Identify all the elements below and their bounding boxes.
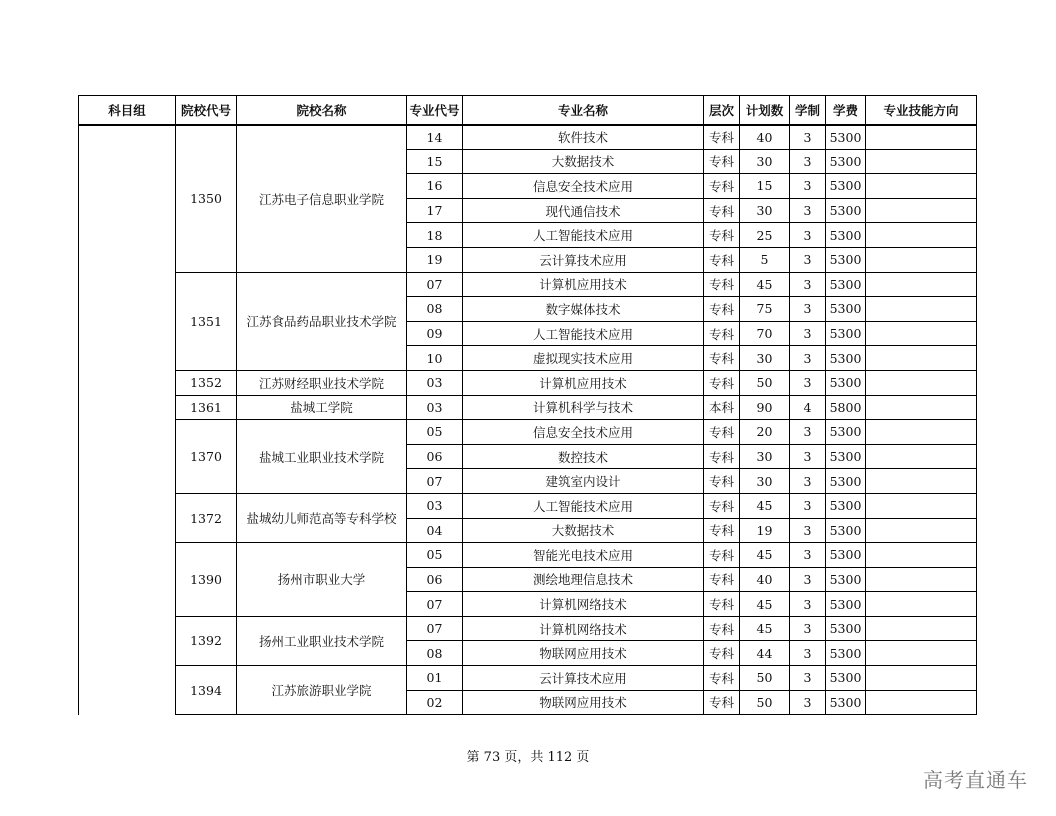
header-major-code: 专业代号 [407, 96, 463, 125]
header-school-code: 院校代号 [176, 96, 237, 125]
major-code-cell: 19 [407, 247, 463, 272]
tuition-cell: 5300 [826, 198, 866, 223]
school-name-cell: 扬州市职业大学 [237, 543, 407, 617]
tuition-cell: 5800 [826, 395, 866, 420]
level-cell: 专科 [704, 567, 740, 592]
tuition-cell: 5300 [826, 247, 866, 272]
level-cell: 专科 [704, 444, 740, 469]
plan-count-cell: 5 [740, 247, 790, 272]
level-cell: 专科 [704, 420, 740, 445]
major-name-cell: 人工智能技术应用 [463, 493, 704, 518]
duration-cell: 3 [790, 690, 826, 715]
table-row [79, 420, 977, 445]
tuition-cell: 5300 [826, 346, 866, 371]
major-name-cell: 物联网应用技术 [463, 641, 704, 666]
plan-count-cell: 30 [740, 149, 790, 174]
table-row [79, 543, 977, 568]
major-name-cell: 信息安全技术应用 [463, 420, 704, 445]
tuition-cell: 5300 [826, 297, 866, 322]
major-name-cell: 人工智能技术应用 [463, 321, 704, 346]
plan-count-cell: 25 [740, 223, 790, 248]
major-name-cell: 计算机网络技术 [463, 592, 704, 617]
skill-direction-cell [866, 444, 977, 469]
plan-count-cell: 40 [740, 125, 790, 150]
major-name-cell: 计算机网络技术 [463, 616, 704, 641]
duration-cell: 3 [790, 125, 826, 150]
skill-direction-cell [866, 420, 977, 445]
header-tuition: 学费 [826, 96, 866, 125]
skill-direction-cell [866, 346, 977, 371]
watermark-logo-text: 高考直通车 [923, 768, 1028, 792]
plan-count-cell: 45 [740, 592, 790, 617]
major-code-cell: 15 [407, 149, 463, 174]
level-cell: 专科 [704, 174, 740, 199]
school-name-cell: 盐城工业职业技术学院 [237, 420, 407, 494]
major-code-cell: 07 [407, 469, 463, 494]
skill-direction-cell [866, 616, 977, 641]
major-code-cell: 06 [407, 567, 463, 592]
plan-count-cell: 45 [740, 272, 790, 297]
tuition-cell: 5300 [826, 149, 866, 174]
major-code-cell: 07 [407, 272, 463, 297]
skill-direction-cell [866, 395, 977, 420]
tuition-cell: 5300 [826, 493, 866, 518]
tuition-cell: 5300 [826, 518, 866, 543]
table-row [79, 125, 977, 150]
major-code-cell: 03 [407, 395, 463, 420]
skill-direction-cell [866, 321, 977, 346]
major-name-cell: 信息安全技术应用 [463, 174, 704, 199]
duration-cell: 3 [790, 493, 826, 518]
major-name-cell: 计算机应用技术 [463, 370, 704, 395]
major-name-cell: 建筑室内设计 [463, 469, 704, 494]
plan-count-cell: 30 [740, 469, 790, 494]
skill-direction-cell [866, 666, 977, 691]
duration-cell: 3 [790, 223, 826, 248]
header-skill-direction: 专业技能方向 [866, 96, 977, 125]
major-code-cell: 07 [407, 592, 463, 617]
plan-count-cell: 50 [740, 690, 790, 715]
skill-direction-cell [866, 592, 977, 617]
major-name-cell: 智能光电技术应用 [463, 543, 704, 568]
level-cell: 专科 [704, 641, 740, 666]
admission-plan-table [78, 95, 977, 715]
table-row [79, 395, 977, 420]
level-cell: 专科 [704, 223, 740, 248]
school-name-cell: 盐城幼儿师范高等专科学校 [237, 493, 407, 542]
level-cell: 专科 [704, 543, 740, 568]
school-name-cell: 江苏财经职业技术学院 [237, 370, 407, 395]
duration-cell: 3 [790, 370, 826, 395]
level-cell: 专科 [704, 272, 740, 297]
major-name-cell: 软件技术 [463, 125, 704, 150]
duration-cell: 3 [790, 518, 826, 543]
header-plan-count: 计划数 [740, 96, 790, 125]
duration-cell: 3 [790, 198, 826, 223]
plan-count-cell: 50 [740, 370, 790, 395]
level-cell: 专科 [704, 616, 740, 641]
school-name-cell: 江苏食品药品职业技术学院 [237, 272, 407, 370]
tuition-cell: 5300 [826, 616, 866, 641]
tuition-cell: 5300 [826, 469, 866, 494]
tuition-cell: 5300 [826, 420, 866, 445]
tuition-cell: 5300 [826, 125, 866, 150]
duration-cell: 3 [790, 247, 826, 272]
header-duration: 学制 [790, 96, 826, 125]
table-row [79, 493, 977, 518]
duration-cell: 3 [790, 420, 826, 445]
major-code-cell: 03 [407, 493, 463, 518]
school-name-cell: 江苏电子信息职业学院 [237, 125, 407, 273]
duration-cell: 3 [790, 616, 826, 641]
table-row [79, 370, 977, 395]
skill-direction-cell [866, 297, 977, 322]
level-cell: 专科 [704, 346, 740, 371]
major-name-cell: 现代通信技术 [463, 198, 704, 223]
tuition-cell: 5300 [826, 567, 866, 592]
major-code-cell: 06 [407, 444, 463, 469]
major-code-cell: 02 [407, 690, 463, 715]
tuition-cell: 5300 [826, 444, 866, 469]
skill-direction-cell [866, 518, 977, 543]
major-code-cell: 17 [407, 198, 463, 223]
duration-cell: 3 [790, 346, 826, 371]
plan-count-cell: 15 [740, 174, 790, 199]
duration-cell: 4 [790, 395, 826, 420]
school-code-cell: 1351 [176, 272, 237, 370]
major-name-cell: 物联网应用技术 [463, 690, 704, 715]
skill-direction-cell [866, 543, 977, 568]
header-major-name: 专业名称 [463, 96, 704, 125]
plan-count-cell: 30 [740, 444, 790, 469]
major-name-cell: 云计算技术应用 [463, 666, 704, 691]
header-subject-group: 科目组 [79, 96, 176, 125]
header-level: 层次 [704, 96, 740, 125]
school-code-cell: 1361 [176, 395, 237, 420]
major-code-cell: 16 [407, 174, 463, 199]
level-cell: 专科 [704, 297, 740, 322]
table-row [79, 272, 977, 297]
major-code-cell: 18 [407, 223, 463, 248]
duration-cell: 3 [790, 543, 826, 568]
subject-group-cell [79, 125, 176, 715]
skill-direction-cell [866, 125, 977, 150]
level-cell: 专科 [704, 493, 740, 518]
skill-direction-cell [866, 469, 977, 494]
school-code-cell: 1394 [176, 666, 237, 715]
major-code-cell: 09 [407, 321, 463, 346]
school-code-cell: 1390 [176, 543, 237, 617]
level-cell: 专科 [704, 198, 740, 223]
plan-count-cell: 50 [740, 666, 790, 691]
level-cell: 专科 [704, 666, 740, 691]
skill-direction-cell [866, 370, 977, 395]
major-code-cell: 04 [407, 518, 463, 543]
tuition-cell: 5300 [826, 592, 866, 617]
duration-cell: 3 [790, 297, 826, 322]
plan-count-cell: 30 [740, 198, 790, 223]
major-code-cell: 10 [407, 346, 463, 371]
major-name-cell: 数字媒体技术 [463, 297, 704, 322]
skill-direction-cell [866, 198, 977, 223]
duration-cell: 3 [790, 174, 826, 199]
major-code-cell: 07 [407, 616, 463, 641]
plan-count-cell: 70 [740, 321, 790, 346]
major-code-cell: 03 [407, 370, 463, 395]
page-number: 第 73 页，共 112 页 [466, 750, 590, 765]
major-name-cell: 计算机科学与技术 [463, 395, 704, 420]
skill-direction-cell [866, 567, 977, 592]
tuition-cell: 5300 [826, 370, 866, 395]
level-cell: 专科 [704, 370, 740, 395]
plan-count-cell: 45 [740, 493, 790, 518]
table-header-row [79, 96, 977, 125]
major-code-cell: 05 [407, 543, 463, 568]
plan-count-cell: 45 [740, 543, 790, 568]
tuition-cell: 5300 [826, 690, 866, 715]
major-code-cell: 01 [407, 666, 463, 691]
duration-cell: 3 [790, 641, 826, 666]
level-cell: 专科 [704, 690, 740, 715]
tuition-cell: 5300 [826, 174, 866, 199]
header-school-name: 院校名称 [237, 96, 407, 125]
school-code-cell: 1352 [176, 370, 237, 395]
level-cell: 专科 [704, 592, 740, 617]
plan-count-cell: 90 [740, 395, 790, 420]
duration-cell: 3 [790, 592, 826, 617]
major-name-cell: 虚拟现实技术应用 [463, 346, 704, 371]
tuition-cell: 5300 [826, 272, 866, 297]
skill-direction-cell [866, 247, 977, 272]
level-cell: 专科 [704, 149, 740, 174]
major-name-cell: 数控技术 [463, 444, 704, 469]
duration-cell: 3 [790, 272, 826, 297]
major-code-cell: 08 [407, 297, 463, 322]
table-body [79, 125, 977, 715]
major-name-cell: 人工智能技术应用 [463, 223, 704, 248]
duration-cell: 3 [790, 149, 826, 174]
duration-cell: 3 [790, 666, 826, 691]
level-cell: 本科 [704, 395, 740, 420]
major-name-cell: 云计算技术应用 [463, 247, 704, 272]
major-code-cell: 08 [407, 641, 463, 666]
table-row [79, 666, 977, 691]
skill-direction-cell [866, 690, 977, 715]
plan-count-cell: 75 [740, 297, 790, 322]
major-name-cell: 计算机应用技术 [463, 272, 704, 297]
level-cell: 专科 [704, 125, 740, 150]
table-row [79, 616, 977, 641]
skill-direction-cell [866, 223, 977, 248]
level-cell: 专科 [704, 247, 740, 272]
school-code-cell: 1350 [176, 125, 237, 273]
major-name-cell: 测绘地理信息技术 [463, 567, 704, 592]
skill-direction-cell [866, 272, 977, 297]
plan-count-cell: 44 [740, 641, 790, 666]
level-cell: 专科 [704, 518, 740, 543]
school-name-cell: 盐城工学院 [237, 395, 407, 420]
tuition-cell: 5300 [826, 223, 866, 248]
plan-count-cell: 45 [740, 616, 790, 641]
school-code-cell: 1392 [176, 616, 237, 665]
major-code-cell: 05 [407, 420, 463, 445]
duration-cell: 3 [790, 321, 826, 346]
plan-count-cell: 30 [740, 346, 790, 371]
school-name-cell: 江苏旅游职业学院 [237, 666, 407, 715]
school-code-cell: 1372 [176, 493, 237, 542]
tuition-cell: 5300 [826, 543, 866, 568]
major-name-cell: 大数据技术 [463, 518, 704, 543]
skill-direction-cell [866, 149, 977, 174]
skill-direction-cell [866, 493, 977, 518]
skill-direction-cell [866, 174, 977, 199]
tuition-cell: 5300 [826, 666, 866, 691]
level-cell: 专科 [704, 321, 740, 346]
plan-count-cell: 40 [740, 567, 790, 592]
plan-count-cell: 20 [740, 420, 790, 445]
skill-direction-cell [866, 641, 977, 666]
major-name-cell: 大数据技术 [463, 149, 704, 174]
school-code-cell: 1370 [176, 420, 237, 494]
duration-cell: 3 [790, 469, 826, 494]
duration-cell: 3 [790, 444, 826, 469]
tuition-cell: 5300 [826, 641, 866, 666]
school-name-cell: 扬州工业职业技术学院 [237, 616, 407, 665]
major-code-cell: 14 [407, 125, 463, 150]
level-cell: 专科 [704, 469, 740, 494]
plan-count-cell: 19 [740, 518, 790, 543]
tuition-cell: 5300 [826, 321, 866, 346]
duration-cell: 3 [790, 567, 826, 592]
